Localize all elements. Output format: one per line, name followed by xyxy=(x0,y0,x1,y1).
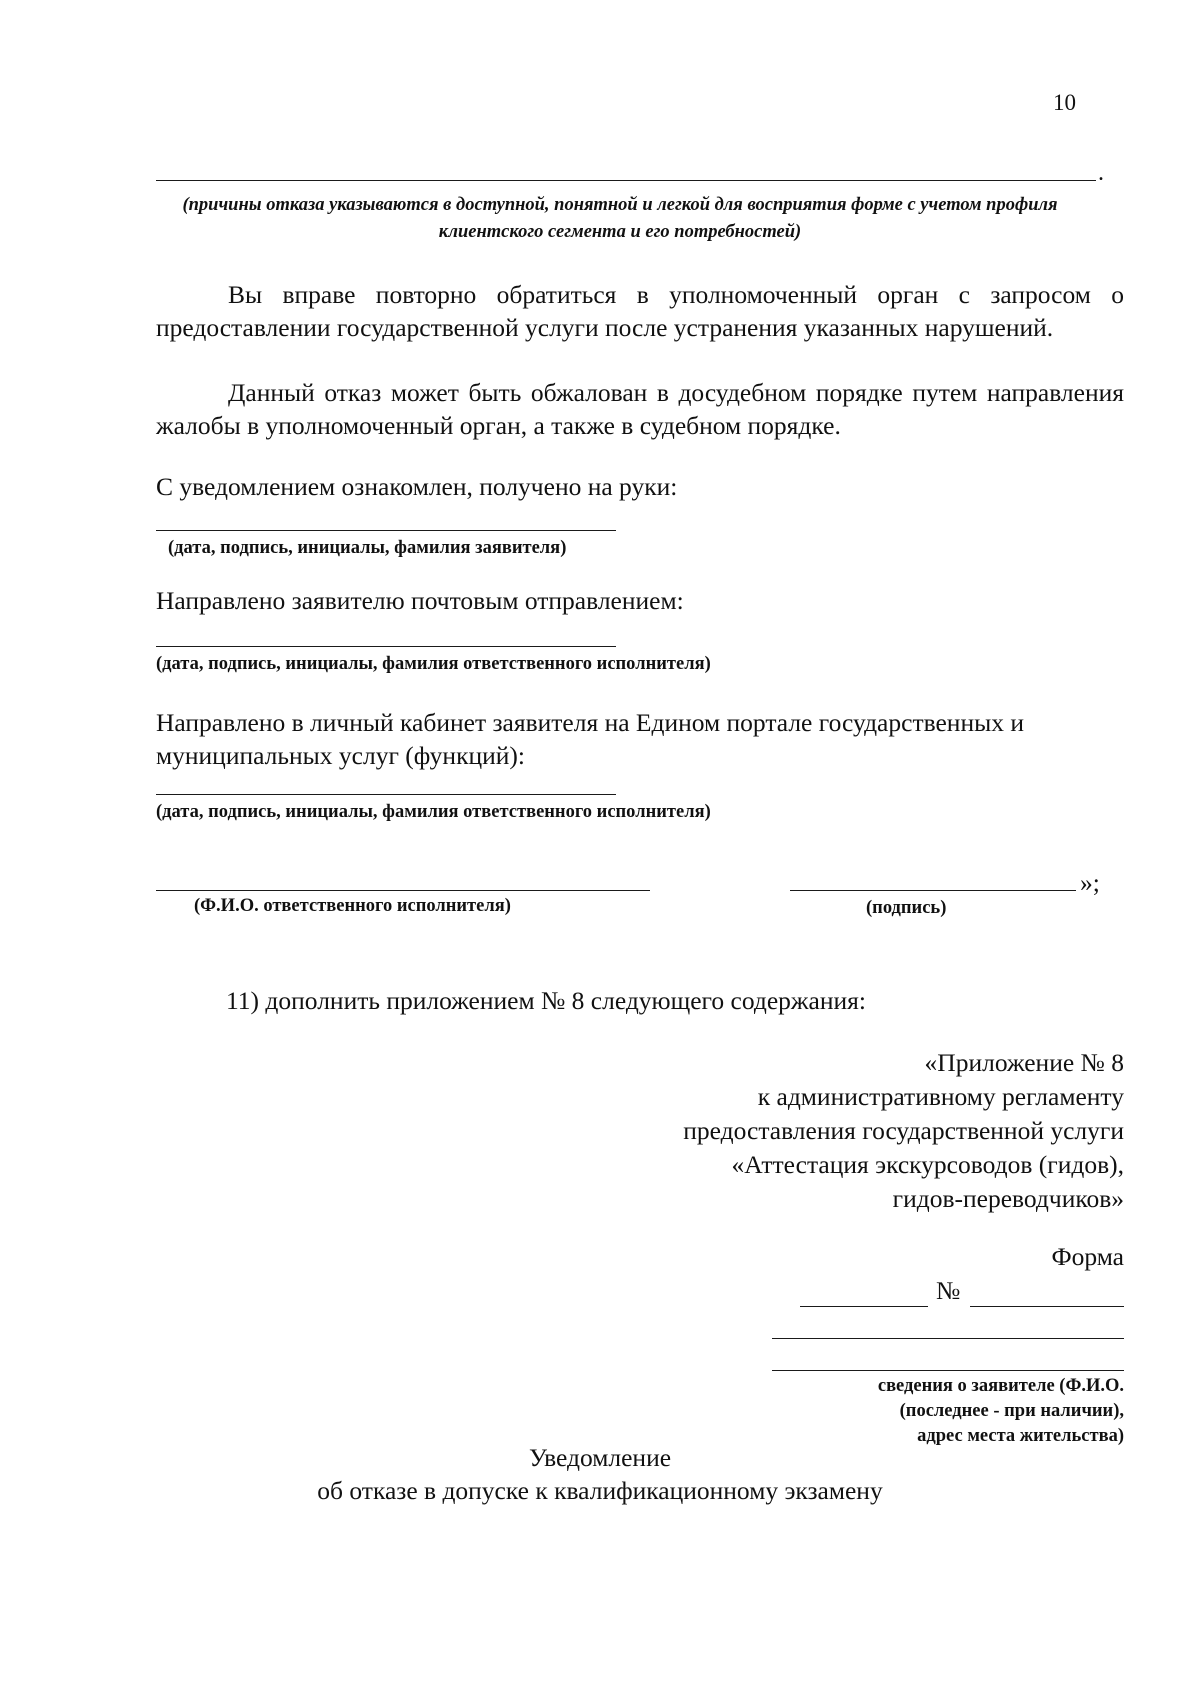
form-number-line xyxy=(970,1306,1124,1307)
fio-line xyxy=(156,890,650,891)
reason-line xyxy=(156,180,1096,181)
to-portal-signature-line xyxy=(156,794,616,795)
by-post-caption: (дата, подпись, инициалы, фамилия ответственного исполнителя) xyxy=(156,654,711,674)
form-date-line xyxy=(800,1306,928,1307)
applicant-info-line-2: (последнее - при наличии), xyxy=(899,1401,1124,1421)
acknowledged-caption: (дата, подпись, инициалы, фамилия заявителя) xyxy=(168,538,567,558)
applicant-info xyxy=(878,1374,1124,1449)
acknowledged-label: С уведомлением ознакомлен, получено на руки: xyxy=(156,472,678,501)
appendix-header xyxy=(683,1046,1124,1216)
applicant-info-line-1: сведения о заявителе (Ф.И.О. xyxy=(877,1376,1124,1396)
by-post-label: Направлено заявителю почтовым отправлением: xyxy=(156,586,684,615)
closing-quote: »; xyxy=(1080,868,1100,897)
notice-title-line-2: об отказе в допуске к квалификационному экзамену xyxy=(317,1476,883,1505)
by-post-signature-line xyxy=(156,646,616,647)
applicant-line-2 xyxy=(772,1370,1124,1371)
notice-title-line-1: Уведомление xyxy=(528,1443,672,1472)
to-portal-label: Направлено в личный кабинет заявителя на Едином портале государственных и муниципальных услуг (функций): xyxy=(156,708,1024,770)
notice-title xyxy=(0,1441,1200,1507)
acknowledged-signature-line xyxy=(156,530,616,531)
number-sign: № xyxy=(936,1276,961,1305)
signature-line xyxy=(790,890,1076,891)
applicant-info-line-3: адрес места жительства) xyxy=(917,1426,1124,1446)
reason-line-period: . xyxy=(1098,160,1104,186)
appendix-line-3: предоставления государственной услуги xyxy=(683,1116,1124,1145)
paragraph-appeal: Данный отказ может быть обжалован в досудебном порядке путем направления жалобы в уполномоченный орган, а также в судебном порядке. xyxy=(156,378,1124,440)
signature-caption: (подпись) xyxy=(866,898,947,918)
to-portal-caption: (дата, подпись, инициалы, фамилия ответственного исполнителя) xyxy=(156,802,711,822)
applicant-line-1 xyxy=(772,1338,1124,1339)
appendix-line-4: «Аттестация экскурсоводов (гидов), xyxy=(731,1150,1124,1179)
appendix-line-5: гидов-переводчиков» xyxy=(892,1184,1124,1213)
amendment-item: 11) дополнить приложением № 8 следующего содержания: xyxy=(226,986,866,1015)
reason-caption: (причины отказа указываются в доступной, понятной и легкой для восприятия форме с учетом профиля клиентского сегмента и его потребностей) xyxy=(182,195,1058,242)
page-number: 10 xyxy=(1053,90,1076,115)
appendix-line-2: к административному регламенту xyxy=(757,1082,1124,1111)
paragraph-reapply: Вы вправе повторно обратиться в уполномоченный орган с запросом о предоставлении государственной услуги после устранения указанных нарушений. xyxy=(156,280,1124,342)
fio-caption: (Ф.И.О. ответственного исполнителя) xyxy=(194,896,511,916)
form-label: Форма xyxy=(1051,1242,1124,1271)
appendix-line-1: «Приложение № 8 xyxy=(924,1048,1124,1077)
